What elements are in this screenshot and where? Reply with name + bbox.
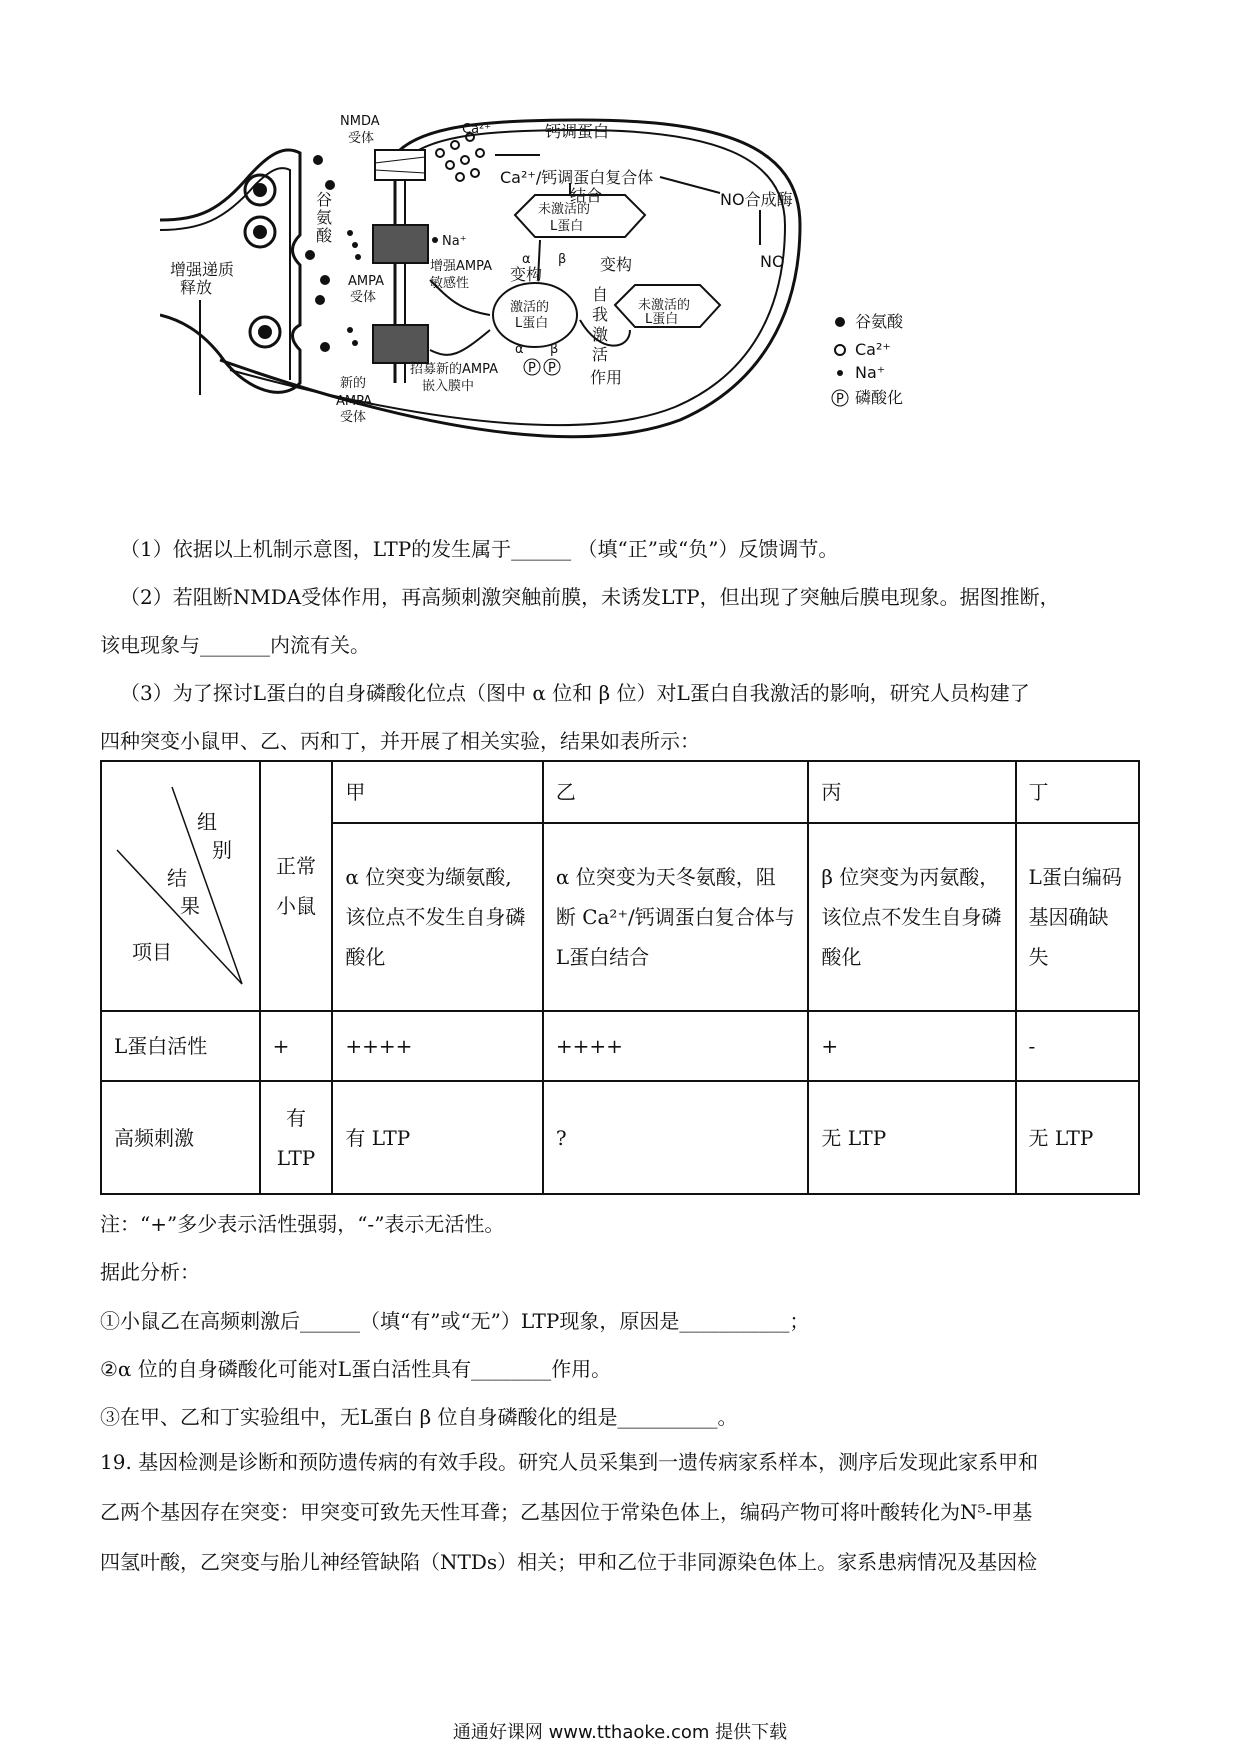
- stim-bing: 无 LTP: [808, 1081, 1015, 1194]
- label-effect: 作用: [590, 368, 623, 387]
- activity-normal: +: [260, 1011, 333, 1081]
- label-nmda: NMDA: [340, 115, 380, 129]
- label-beta-2: β: [550, 342, 559, 357]
- header-ding: 丁: [1016, 761, 1139, 823]
- stim-normal: 有LTP: [260, 1081, 333, 1194]
- row-label-activity: L蛋白活性: [101, 1011, 260, 1081]
- label-enhance-ampa-1: 增强AMPA: [430, 259, 493, 274]
- legend-phos: 磷酸化: [855, 388, 904, 407]
- label-ampa-receptor: 受体: [350, 290, 377, 305]
- label-ampa: AMPA: [348, 274, 385, 289]
- activity-yi: ++++: [543, 1011, 809, 1081]
- label-bind: 结合: [570, 186, 603, 205]
- diag-item: 项目: [132, 940, 172, 964]
- label-inactive-l-1: 未激活的: [538, 202, 591, 217]
- label-active-l-2: L蛋白: [515, 316, 549, 331]
- label-ca-complex: Ca²⁺/钙调蛋白复合体: [500, 168, 654, 187]
- label-no: NO: [760, 252, 785, 271]
- mutation-jia: α 位突变为缬氨酸,该位点不发生自身磷酸化: [332, 823, 542, 1011]
- synapse-diagram: [160, 115, 1020, 485]
- question-19-line-3: 四氢叶酸，乙突变与胎儿神经管缺陷（NTDs）相关；甲和乙位于非同源染色体上。家系患病情况及基因检: [100, 1550, 1038, 1574]
- question-3-line-1: （3）为了探讨L蛋白的自身磷酸化位点（图中 α 位和 β 位）对L蛋白自我激活的影响，研究人员构建了: [120, 681, 1030, 705]
- label-p-2: P: [548, 361, 556, 376]
- header-bing: 丙: [808, 761, 1015, 823]
- legend-glutamate: 谷氨酸: [855, 312, 904, 331]
- label-glu-2: 氨: [316, 208, 333, 227]
- label-na: Na⁺: [442, 234, 467, 249]
- mechanism-figure: [160, 115, 1020, 485]
- activity-bing: +: [808, 1011, 1015, 1081]
- activity-ding: -: [1016, 1011, 1139, 1081]
- label-enhance-release-2: 释放: [180, 278, 213, 297]
- label-self-4: 活: [592, 345, 609, 364]
- diagonal-header-cell: [101, 761, 260, 1011]
- analysis-2: ②α 位的自身磷酸化可能对L蛋白活性具有________作用。: [100, 1357, 612, 1381]
- label-self-1: 自: [592, 285, 609, 304]
- active-l-protein-circle: [493, 283, 577, 347]
- label-active-l-1: 激活的: [510, 300, 550, 315]
- analysis-heading: 据此分析：: [100, 1260, 200, 1284]
- legend-na: Na⁺: [855, 363, 886, 382]
- label-inactive-l-3: 未激活的: [638, 298, 691, 313]
- mutation-ding: L蛋白编码基因确缺失: [1016, 823, 1139, 1011]
- label-calmodulin: 钙调蛋白: [545, 122, 610, 141]
- stim-yi: ?: [543, 1081, 809, 1194]
- label-glu-3: 酸: [316, 226, 333, 245]
- activity-jia: ++++: [332, 1011, 542, 1081]
- label-ca: Ca²⁺: [462, 122, 492, 137]
- glutamate-molecules: [305, 155, 335, 352]
- arrows: [200, 155, 760, 395]
- result-table: [100, 760, 1140, 1195]
- vesicles: [245, 175, 280, 347]
- label-enhance-ampa-2: 敏感性: [430, 276, 470, 291]
- table-note: 注：“+”多少表示活性强弱，“-”表示无活性。: [100, 1212, 505, 1236]
- label-glu-1: 谷: [316, 190, 333, 209]
- label-beta-1: β: [558, 252, 567, 267]
- footer: 通通好课网 www.tthaoke.com 提供下载: [452, 1722, 788, 1743]
- label-self-2: 我: [592, 305, 609, 324]
- legend-p: P: [836, 392, 844, 407]
- label-p-1: P: [528, 361, 536, 376]
- label-alpha-2: α: [515, 342, 524, 357]
- label-change-1: 变构: [510, 265, 543, 284]
- header-jia: 甲: [332, 761, 542, 823]
- nmda-receptor: [375, 150, 425, 180]
- legend: [832, 312, 904, 407]
- table-row: [101, 1081, 1139, 1194]
- label-recruit-2: 嵌入膜中: [422, 379, 475, 394]
- question-1: （1）依据以上机制示意图，LTP的发生属于______ （填“正”或“负”）反馈调节。: [120, 537, 839, 561]
- question-2-line-1: （2）若阻断NMDA受体作用，再高频刺激突触前膜，未诱发LTP，但出现了突触后膜电现象。据图推断，: [120, 585, 1060, 609]
- table-row: [101, 1011, 1139, 1081]
- ampa-receptor: [373, 225, 428, 363]
- label-enhance-release-1: 增强递质: [170, 260, 235, 279]
- analysis-1: ①小鼠乙在高频刺激后______（填“有”或“无”）LTP现象，原因是___________；: [100, 1309, 810, 1333]
- label-new-ampa-2: AMPA: [336, 394, 373, 409]
- stim-ding: 无 LTP: [1016, 1081, 1139, 1194]
- question-2-line-2: 该电现象与_______内流有关。: [100, 633, 370, 657]
- normal-mouse-header: 正常小鼠: [260, 761, 333, 1011]
- diag-group-1: 组: [197, 810, 217, 834]
- label-alpha-1: α: [522, 252, 531, 267]
- label-nmda-receptor: 受体: [348, 131, 375, 146]
- diag-result-1: 结: [167, 866, 187, 890]
- result-table-wrap: [100, 760, 1140, 1195]
- legend-ca: Ca²⁺: [855, 340, 891, 359]
- label-no-synthase: NO合成酶: [720, 190, 793, 209]
- label-change-2: 变构: [600, 255, 633, 274]
- mutation-bing: β 位突变为丙氨酸，该位点不发生自身磷酸化: [808, 823, 1015, 1011]
- analysis-3: ③在甲、乙和丁实验组中，无L蛋白 β 位自身磷酸化的组是__________。: [100, 1405, 738, 1429]
- diag-result-2: 果: [180, 894, 200, 918]
- header-yi: 乙: [543, 761, 809, 823]
- label-inactive-l-2: L蛋白: [550, 219, 584, 234]
- label-new-ampa-3: 受体: [340, 410, 367, 425]
- diag-group-2: 别: [212, 838, 232, 862]
- stim-jia: 有 LTP: [332, 1081, 542, 1194]
- label-self-3: 激: [592, 325, 609, 344]
- label-recruit-1: 招募新的AMPA: [410, 362, 499, 377]
- mutation-yi: α 位突变为天冬氨酸，阻断 Ca²⁺/钙调蛋白复合体与L蛋白结合: [543, 823, 809, 1011]
- label-inactive-l-4: L蛋白: [645, 312, 679, 327]
- row-label-stim: 高频刺激: [101, 1081, 260, 1194]
- question-19-line-2: 乙两个基因存在突变：甲突变可致先天性耳聋；乙基因位于常染色体上，编码产物可将叶酸转化为N⁵-甲基: [100, 1500, 1033, 1524]
- question-3-line-2: 四种突变小鼠甲、乙、丙和丁，并开展了相关实验，结果如表所示：: [100, 729, 700, 753]
- label-new-ampa-1: 新的: [340, 376, 367, 391]
- question-19-line-1: 19. 基因检测是诊断和预防遗传病的有效手段。研究人员采集到一遗传病家系样本，测序后发现此家系甲和: [100, 1450, 1039, 1474]
